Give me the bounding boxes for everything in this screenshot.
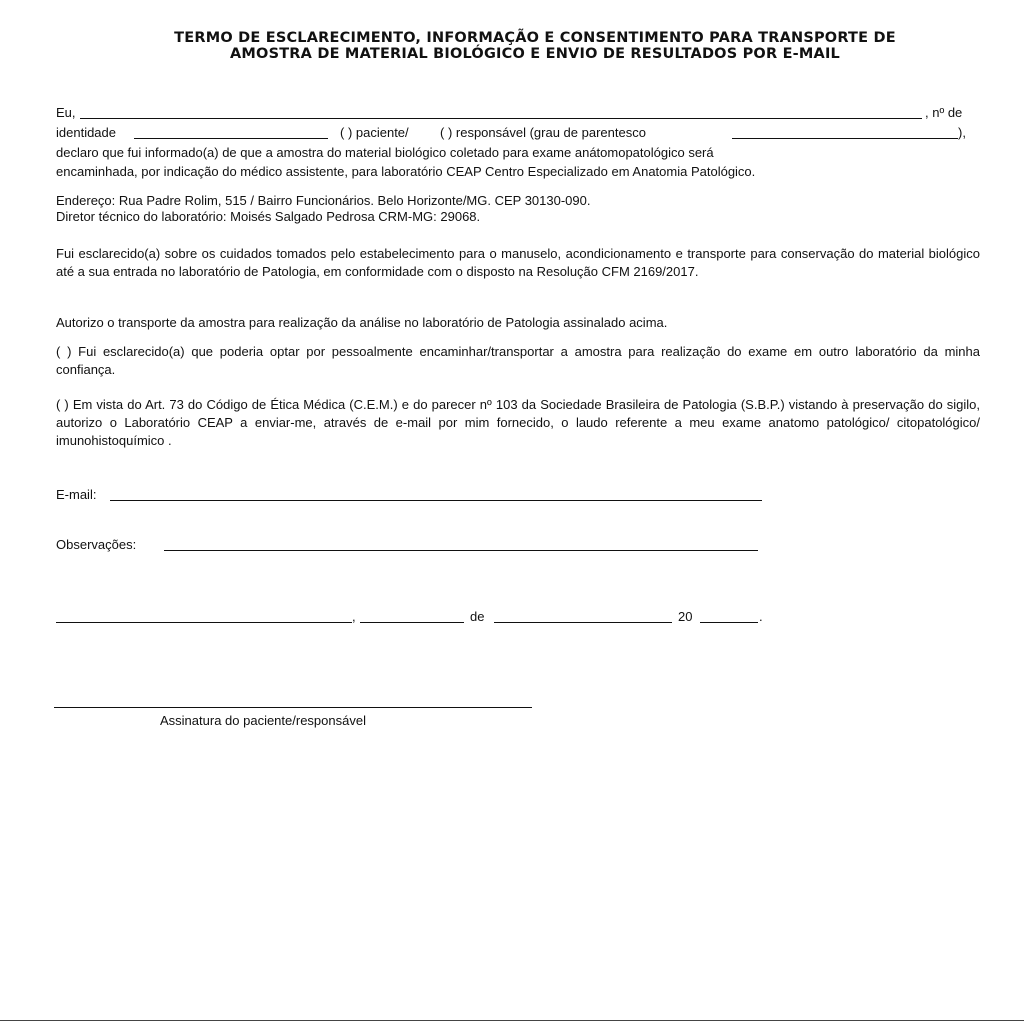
lab-director: Diretor técnico do laboratório: Moisés Salgado Pedrosa CRM-MG: 29068. [56, 209, 481, 224]
signature-label: Assinatura do paciente/responsável [160, 713, 366, 728]
close-paren: ), [958, 125, 966, 140]
date-city-field[interactable] [56, 622, 352, 623]
option-email-paragraph[interactable]: ( ) Em vista do Art. 73 do Código de Ética Médica (C.E.M.) e do parecer nº 103 da Sociedade Brasileira de Patologia (S.B.P.) vistando à preservação do sigilo, autorizo o Laboratório CEAP a enviar-me, através de e-mail por mim fornecido, o laudo referente a meu exame anatomo patológico/ citopatológico/ imunohistoquímico . [56, 397, 980, 448]
date-de-label: de [470, 609, 485, 624]
date-month-field[interactable] [494, 622, 672, 623]
document-title [60, 30, 1010, 62]
paciente-checkbox[interactable]: ( ) paciente/ [340, 125, 409, 140]
declaration-line-2: encaminhada, por indicação do médico assistente, para laboratório CEAP Centro Especializado em Anatomia Patológico. [56, 164, 756, 179]
id-number-label: , nº de [925, 105, 963, 120]
email-field[interactable] [110, 500, 762, 501]
lab-address: Endereço: Rua Padre Rolim, 515 / Bairro Funcionários. Belo Horizonte/MG. CEP 30130-090. [56, 193, 591, 208]
signature-line[interactable] [54, 707, 532, 708]
name-field[interactable] [80, 118, 922, 119]
authorization-paragraph: Autorizo o transporte da amostra para realização da análise no laboratório de Patologia assinalado acima. [56, 315, 668, 330]
title-line-1: TERMO DE ESCLARECIMENTO, INFORMAÇÃO E CONSENTIMENTO PARA TRANSPORTE DE [174, 30, 896, 46]
identity-field[interactable] [134, 138, 328, 139]
page-bottom-rule [0, 1020, 1024, 1021]
observations-label: Observações: [56, 537, 137, 552]
date-year-field[interactable] [700, 622, 758, 623]
option-own-lab-paragraph[interactable]: ( ) Fui esclarecido(a) que poderia optar por pessoalmente encaminhar/transportar a amostra para realização do exame em outro laboratório da minha confiança. [56, 344, 980, 377]
eu-label: Eu, [56, 105, 76, 120]
title-line-2: AMOSTRA DE MATERIAL BIOLÓGICO E ENVIO DE RESULTADOS POR E-MAIL [230, 46, 840, 62]
responsavel-checkbox[interactable]: ( ) responsável (grau de parentesco [440, 125, 646, 140]
kinship-field[interactable] [732, 138, 958, 139]
clarification-paragraph: Fui esclarecido(a) sobre os cuidados tomados pelo estabelecimento para o manuselo, acondicionamento e transporte para conservação do material biológico até a sua entrada no laboratório de Patologia, em conformidade com o disposto na Resolução CFM 2169/2017. [56, 246, 980, 279]
identidade-label: identidade [56, 125, 116, 140]
declaration-line-1: declaro que fui informado(a) de que a amostra do material biológico coletado para exame anátomopatológico será [56, 145, 714, 160]
date-comma: , [352, 609, 356, 624]
date-year-prefix: 20 [678, 609, 693, 624]
email-label: E-mail: [56, 487, 97, 502]
date-period: . [759, 609, 763, 624]
date-day-field[interactable] [360, 622, 464, 623]
observations-field[interactable] [164, 550, 758, 551]
